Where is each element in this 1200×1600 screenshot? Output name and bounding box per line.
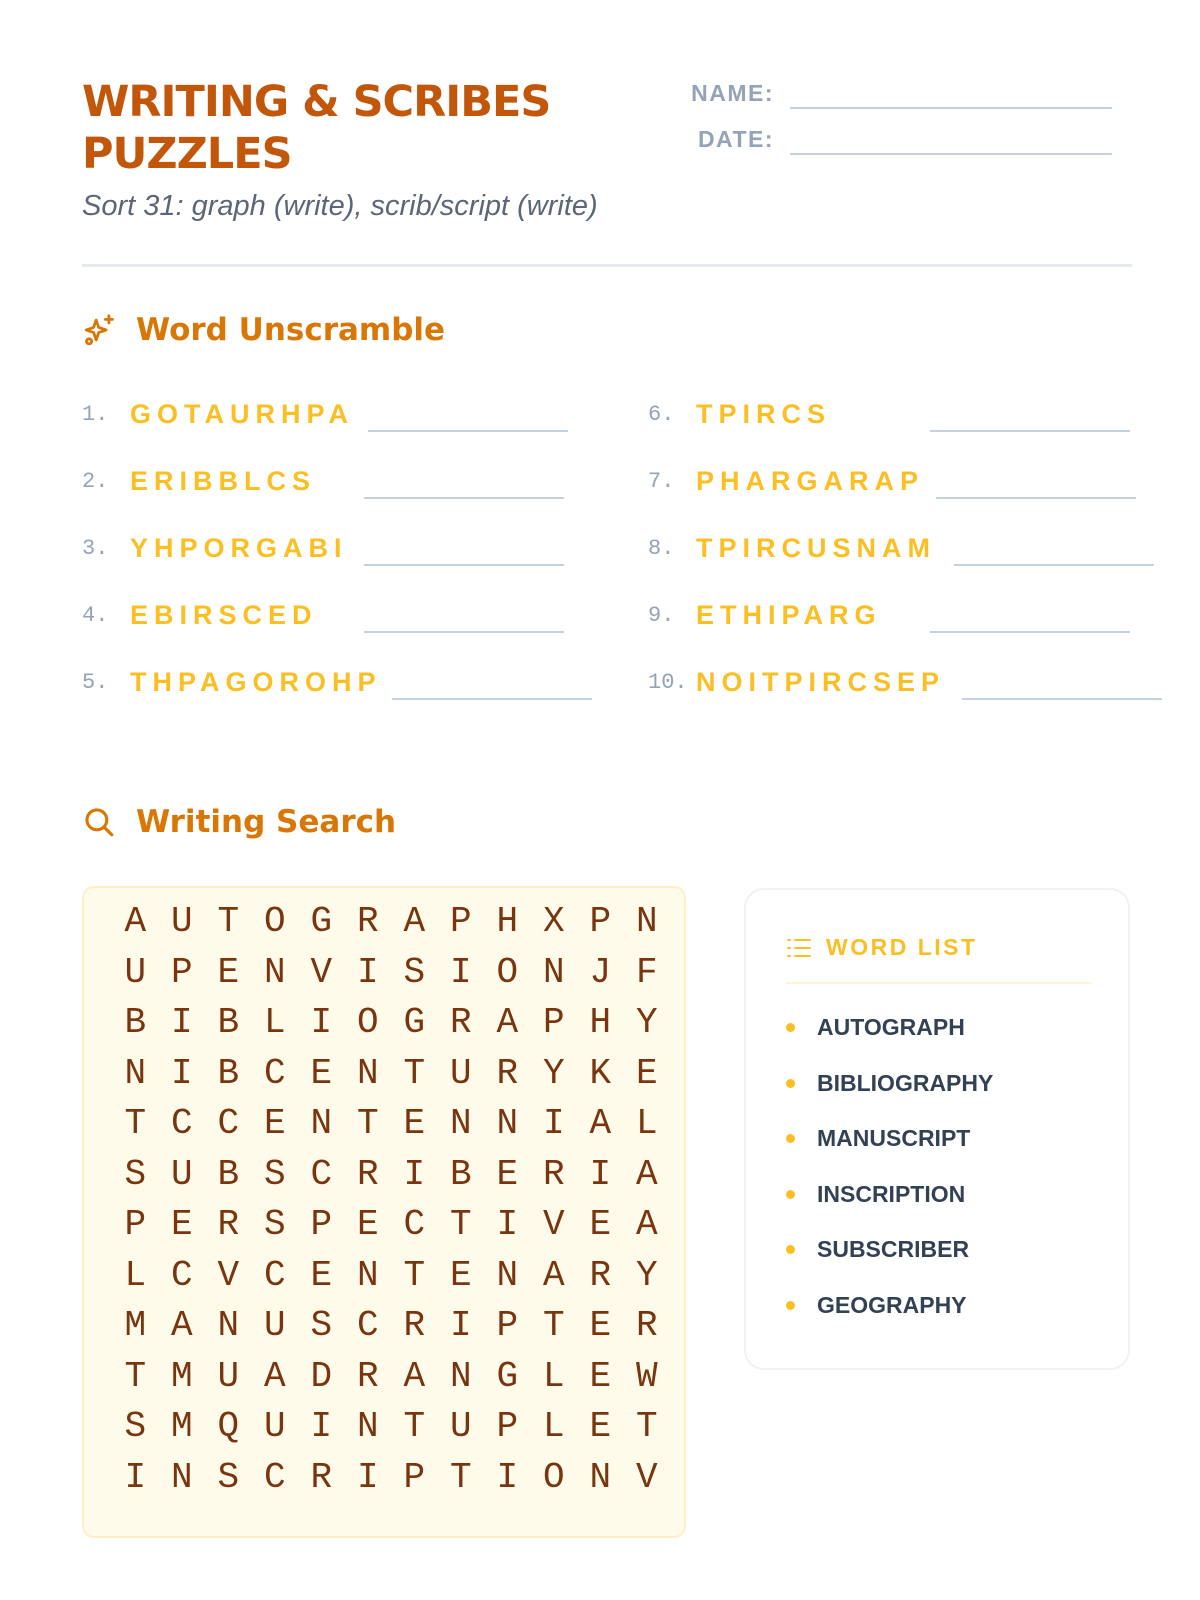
- grid-letter[interactable]: S: [263, 1153, 286, 1195]
- grid-letter[interactable]: K: [589, 1052, 612, 1094]
- unscramble-item: [82, 664, 382, 700]
- unscramble-number: 4.: [82, 602, 109, 628]
- grid-letter[interactable]: N: [542, 951, 565, 993]
- grid-letter[interactable]: R: [356, 901, 379, 942]
- grid-letter[interactable]: I: [310, 1406, 333, 1447]
- grid-row: [112, 1001, 670, 1045]
- grid-letter[interactable]: U: [217, 1355, 240, 1397]
- unscramble-number: 10.: [648, 669, 688, 695]
- grid-letter[interactable]: U: [124, 951, 147, 993]
- date-field[interactable]: [686, 126, 1112, 155]
- grid-letter[interactable]: S: [403, 951, 426, 993]
- grid-letter[interactable]: T: [403, 1406, 426, 1447]
- grid-letter[interactable]: O: [263, 901, 286, 942]
- grid-row: [112, 1153, 670, 1197]
- grid-letter[interactable]: R: [310, 1456, 333, 1498]
- grid-letter[interactable]: I: [496, 1204, 519, 1245]
- unscramble-item: [82, 396, 354, 432]
- word-search-grid[interactable]: [82, 886, 686, 1538]
- grid-letter[interactable]: T: [403, 1052, 426, 1094]
- unscramble-number: 8.: [648, 535, 675, 561]
- grid-letter[interactable]: C: [263, 1052, 286, 1094]
- grid-letter[interactable]: I: [124, 1456, 147, 1498]
- grid-letter[interactable]: R: [635, 1305, 658, 1346]
- grid-letter[interactable]: C: [263, 1254, 286, 1296]
- bullet-icon: [786, 1245, 795, 1254]
- grid-letter[interactable]: M: [170, 1355, 193, 1397]
- grid-letter[interactable]: Q: [217, 1406, 240, 1447]
- grid-letter[interactable]: B: [449, 1153, 472, 1195]
- unscramble-item: [648, 530, 936, 566]
- date-line[interactable]: [790, 153, 1112, 155]
- grid-letter[interactable]: N: [124, 1052, 147, 1094]
- grid-letter[interactable]: U: [449, 1052, 472, 1094]
- word-list-divider: [786, 982, 1092, 984]
- grid-letter[interactable]: V: [217, 1254, 240, 1296]
- word-list-word: AUTOGRAPH: [817, 1014, 965, 1040]
- answer-line[interactable]: [368, 430, 568, 432]
- grid-letter[interactable]: P: [403, 1456, 426, 1498]
- grid-letter[interactable]: L: [635, 1103, 658, 1144]
- scrambled-word: GOTAURHPA: [130, 398, 354, 429]
- grid-letter[interactable]: I: [449, 1305, 472, 1346]
- grid-letter[interactable]: N: [356, 1254, 379, 1296]
- grid-letter[interactable]: A: [170, 1305, 193, 1346]
- grid-letter[interactable]: N: [217, 1305, 240, 1346]
- grid-letter[interactable]: O: [356, 1002, 379, 1043]
- grid-letter[interactable]: G: [310, 901, 333, 942]
- unscramble-item: [648, 597, 882, 633]
- unscramble-item: [82, 530, 348, 566]
- grid-letter[interactable]: Y: [635, 1254, 658, 1296]
- grid-letter[interactable]: R: [449, 1002, 472, 1043]
- word-list-word: BIBLIOGRAPHY: [817, 1069, 994, 1096]
- grid-letter[interactable]: T: [124, 1103, 147, 1144]
- grid-letter[interactable]: A: [263, 1355, 286, 1397]
- grid-letter[interactable]: I: [170, 1052, 193, 1094]
- answer-line[interactable]: [954, 564, 1154, 566]
- grid-letter[interactable]: X: [542, 901, 565, 942]
- answer-line[interactable]: [364, 631, 564, 633]
- grid-letter[interactable]: C: [170, 1254, 193, 1296]
- grid-letter[interactable]: N: [449, 1355, 472, 1397]
- bullet-icon: [786, 1079, 795, 1088]
- grid-letter[interactable]: B: [217, 1052, 240, 1094]
- grid-letter[interactable]: S: [263, 1204, 286, 1245]
- unscramble-number: 5.: [82, 669, 109, 695]
- grid-letter[interactable]: P: [496, 1305, 519, 1346]
- unscramble-number: 7.: [648, 468, 675, 494]
- name-line[interactable]: [790, 107, 1112, 109]
- grid-letter[interactable]: T: [124, 1355, 147, 1397]
- grid-letter[interactable]: F: [635, 951, 658, 993]
- word-list-item: [786, 1181, 965, 1208]
- grid-letter[interactable]: W: [635, 1355, 658, 1397]
- grid-letter[interactable]: D: [310, 1355, 333, 1397]
- grid-letter[interactable]: E: [635, 1052, 658, 1094]
- word-list-panel: [744, 888, 1130, 1370]
- grid-letter[interactable]: T: [542, 1305, 565, 1346]
- grid-letter[interactable]: C: [403, 1204, 426, 1245]
- grid-letter[interactable]: I: [496, 1456, 519, 1498]
- grid-letter[interactable]: G: [496, 1355, 519, 1397]
- grid-letter[interactable]: R: [403, 1305, 426, 1346]
- unscramble-header: [82, 312, 445, 348]
- grid-letter[interactable]: I: [170, 1002, 193, 1043]
- grid-letter[interactable]: E: [310, 1254, 333, 1296]
- grid-letter[interactable]: P: [589, 901, 612, 942]
- grid-letter[interactable]: R: [356, 1355, 379, 1397]
- grid-letter[interactable]: E: [217, 951, 240, 993]
- word-list-item: [786, 1292, 967, 1319]
- page-title: WRITING & SCRIBES PUZZLES: [82, 77, 551, 179]
- grid-letter[interactable]: L: [542, 1355, 565, 1397]
- grid-letter[interactable]: M: [124, 1305, 147, 1346]
- grid-letter[interactable]: C: [263, 1456, 286, 1498]
- grid-letter[interactable]: J: [589, 951, 612, 993]
- grid-letter[interactable]: E: [310, 1052, 333, 1094]
- grid-letter[interactable]: C: [217, 1103, 240, 1144]
- answer-line[interactable]: [364, 564, 564, 566]
- grid-letter[interactable]: P: [310, 1204, 333, 1245]
- unscramble-item: [648, 463, 924, 499]
- grid-letter[interactable]: U: [170, 901, 193, 942]
- answer-line[interactable]: [930, 631, 1130, 633]
- name-label: NAME:: [691, 80, 774, 106]
- word-list-item: [786, 1236, 969, 1263]
- grid-row: [112, 900, 670, 944]
- answer-line[interactable]: [936, 497, 1136, 499]
- grid-row: [112, 1052, 670, 1096]
- scrambled-word: THPAGOROHP: [130, 666, 382, 697]
- search-icon: [82, 805, 116, 839]
- grid-letter[interactable]: S: [124, 1406, 147, 1447]
- grid-letter[interactable]: E: [589, 1406, 612, 1447]
- unscramble-item: [82, 463, 316, 499]
- grid-letter[interactable]: P: [170, 951, 193, 993]
- scrambled-word: YHPORGABI: [130, 532, 348, 563]
- grid-letter[interactable]: R: [496, 1052, 519, 1094]
- unscramble-item: [648, 396, 831, 432]
- grid-letter[interactable]: I: [310, 1002, 333, 1043]
- grid-row: [112, 1304, 670, 1348]
- grid-letter[interactable]: E: [589, 1355, 612, 1397]
- bullet-icon: [786, 1023, 795, 1032]
- grid-letter[interactable]: A: [403, 1355, 426, 1397]
- grid-letter[interactable]: B: [217, 1153, 240, 1195]
- grid-letter[interactable]: E: [356, 1204, 379, 1245]
- grid-letter[interactable]: N: [170, 1456, 193, 1498]
- grid-letter[interactable]: I: [356, 1456, 379, 1498]
- grid-letter[interactable]: U: [449, 1406, 472, 1447]
- grid-letter[interactable]: L: [263, 1002, 286, 1043]
- answer-line[interactable]: [392, 698, 592, 700]
- grid-letter[interactable]: T: [635, 1406, 658, 1447]
- grid-letter[interactable]: T: [356, 1103, 379, 1144]
- word-list-title: WORD LIST: [826, 934, 978, 960]
- grid-letter[interactable]: N: [356, 1406, 379, 1447]
- grid-letter[interactable]: V: [542, 1204, 565, 1245]
- scrambled-word: NOITPIRCSEP: [696, 666, 946, 697]
- header-divider: [82, 264, 1132, 267]
- grid-letter[interactable]: C: [310, 1153, 333, 1195]
- grid-letter[interactable]: P: [449, 901, 472, 942]
- grid-letter[interactable]: I: [403, 1153, 426, 1195]
- grid-letter[interactable]: E: [170, 1204, 193, 1245]
- grid-letter[interactable]: R: [589, 1254, 612, 1296]
- answer-line[interactable]: [930, 430, 1130, 432]
- unscramble-number: 2.: [82, 468, 109, 494]
- word-list-word: GEOGRAPHY: [817, 1291, 967, 1318]
- grid-letter[interactable]: I: [356, 951, 379, 993]
- grid-letter[interactable]: M: [170, 1406, 193, 1447]
- grid-letter[interactable]: S: [124, 1153, 147, 1195]
- grid-letter[interactable]: A: [635, 1153, 658, 1195]
- grid-letter[interactable]: B: [124, 1002, 147, 1043]
- date-label: DATE:: [697, 126, 774, 152]
- grid-letter[interactable]: Y: [635, 1002, 658, 1043]
- grid-letter[interactable]: V: [635, 1456, 658, 1498]
- grid-letter[interactable]: R: [217, 1204, 240, 1245]
- unscramble-number: 1.: [82, 401, 109, 427]
- grid-row: [112, 1456, 670, 1500]
- word-list-item: [786, 1125, 970, 1152]
- grid-row: [112, 1355, 670, 1399]
- grid-letter[interactable]: U: [170, 1153, 193, 1195]
- grid-letter[interactable]: E: [496, 1153, 519, 1195]
- unscramble-number: 9.: [648, 602, 675, 628]
- grid-letter[interactable]: E: [449, 1254, 472, 1296]
- grid-letter[interactable]: A: [403, 901, 426, 942]
- scrambled-word: TPIRCS: [696, 398, 832, 429]
- list-icon: [786, 937, 812, 959]
- grid-letter[interactable]: E: [403, 1103, 426, 1144]
- grid-row: [112, 951, 670, 995]
- grid-letter[interactable]: T: [449, 1456, 472, 1498]
- grid-row: [112, 1405, 670, 1449]
- grid-letter[interactable]: A: [124, 901, 147, 942]
- bullet-icon: [786, 1301, 795, 1310]
- grid-letter[interactable]: I: [449, 951, 472, 993]
- grid-letter[interactable]: V: [310, 951, 333, 993]
- grid-letter[interactable]: P: [542, 1002, 565, 1043]
- grid-letter[interactable]: H: [589, 1002, 612, 1043]
- grid-letter[interactable]: N: [589, 1456, 612, 1498]
- grid-letter[interactable]: I: [542, 1103, 565, 1144]
- grid-letter[interactable]: N: [449, 1103, 472, 1144]
- grid-letter[interactable]: B: [217, 1002, 240, 1043]
- grid-letter[interactable]: P: [124, 1204, 147, 1245]
- page-subtitle: Sort 31: graph (write), scrib/script (write): [82, 190, 598, 222]
- grid-letter[interactable]: I: [589, 1153, 612, 1195]
- search-title: Writing Search: [136, 804, 397, 840]
- grid-letter[interactable]: P: [496, 1406, 519, 1447]
- grid-letter[interactable]: C: [356, 1305, 379, 1346]
- grid-letter[interactable]: S: [310, 1305, 333, 1346]
- grid-row: [112, 1254, 670, 1298]
- grid-letter[interactable]: N: [635, 901, 658, 942]
- grid-letter[interactable]: N: [496, 1103, 519, 1144]
- unscramble-title: Word Unscramble: [136, 312, 446, 348]
- grid-row: [112, 1102, 670, 1146]
- grid-letter[interactable]: T: [403, 1254, 426, 1296]
- grid-letter[interactable]: L: [124, 1254, 147, 1296]
- grid-letter[interactable]: N: [310, 1103, 333, 1144]
- grid-letter[interactable]: G: [403, 1002, 426, 1043]
- grid-letter[interactable]: A: [589, 1103, 612, 1144]
- sparkles-icon: [82, 313, 116, 347]
- unscramble-number: 6.: [648, 401, 675, 427]
- scrambled-word: ETHIPARG: [696, 599, 882, 630]
- unscramble-item: [82, 597, 318, 633]
- grid-letter[interactable]: E: [589, 1204, 612, 1245]
- bullet-icon: [786, 1134, 795, 1143]
- grid-letter[interactable]: L: [542, 1406, 565, 1447]
- word-list-item: [786, 1014, 965, 1041]
- word-list-word: SUBSCRIBER: [817, 1236, 970, 1262]
- grid-letter[interactable]: E: [263, 1103, 286, 1144]
- grid-letter[interactable]: T: [217, 901, 240, 942]
- grid-row: [112, 1203, 670, 1247]
- grid-letter[interactable]: S: [217, 1456, 240, 1498]
- grid-letter[interactable]: O: [542, 1456, 565, 1498]
- grid-letter[interactable]: N: [496, 1254, 519, 1296]
- scrambled-word: ERIBBLCS: [130, 465, 317, 496]
- word-list-header: [786, 934, 978, 961]
- scrambled-word: PHARGARAP: [696, 465, 925, 496]
- grid-letter[interactable]: E: [589, 1305, 612, 1346]
- unscramble-number: 3.: [82, 535, 109, 561]
- grid-letter[interactable]: A: [496, 1002, 519, 1043]
- word-list-item: [786, 1070, 993, 1097]
- grid-letter[interactable]: O: [496, 951, 519, 993]
- scrambled-word: EBIRSCED: [130, 599, 318, 630]
- grid-letter[interactable]: R: [356, 1153, 379, 1195]
- grid-letter[interactable]: T: [449, 1204, 472, 1245]
- word-list-word: MANUSCRIPT: [817, 1125, 971, 1151]
- answer-line[interactable]: [364, 497, 564, 499]
- search-header: [82, 804, 396, 840]
- grid-letter[interactable]: U: [263, 1406, 286, 1447]
- grid-letter[interactable]: Y: [542, 1052, 565, 1094]
- grid-letter[interactable]: N: [263, 951, 286, 993]
- name-field[interactable]: [686, 80, 1112, 109]
- grid-letter[interactable]: A: [542, 1254, 565, 1296]
- unscramble-item: [648, 664, 945, 700]
- grid-letter[interactable]: U: [263, 1305, 286, 1346]
- grid-letter[interactable]: A: [635, 1204, 658, 1245]
- answer-line[interactable]: [962, 698, 1162, 700]
- bullet-icon: [786, 1190, 795, 1199]
- grid-letter[interactable]: R: [542, 1153, 565, 1195]
- grid-letter[interactable]: C: [170, 1103, 193, 1144]
- scrambled-word: TPIRCUSNAM: [696, 532, 936, 563]
- grid-letter[interactable]: H: [496, 901, 519, 942]
- word-list-word: INSCRIPTION: [817, 1180, 966, 1207]
- grid-letter[interactable]: N: [356, 1052, 379, 1094]
